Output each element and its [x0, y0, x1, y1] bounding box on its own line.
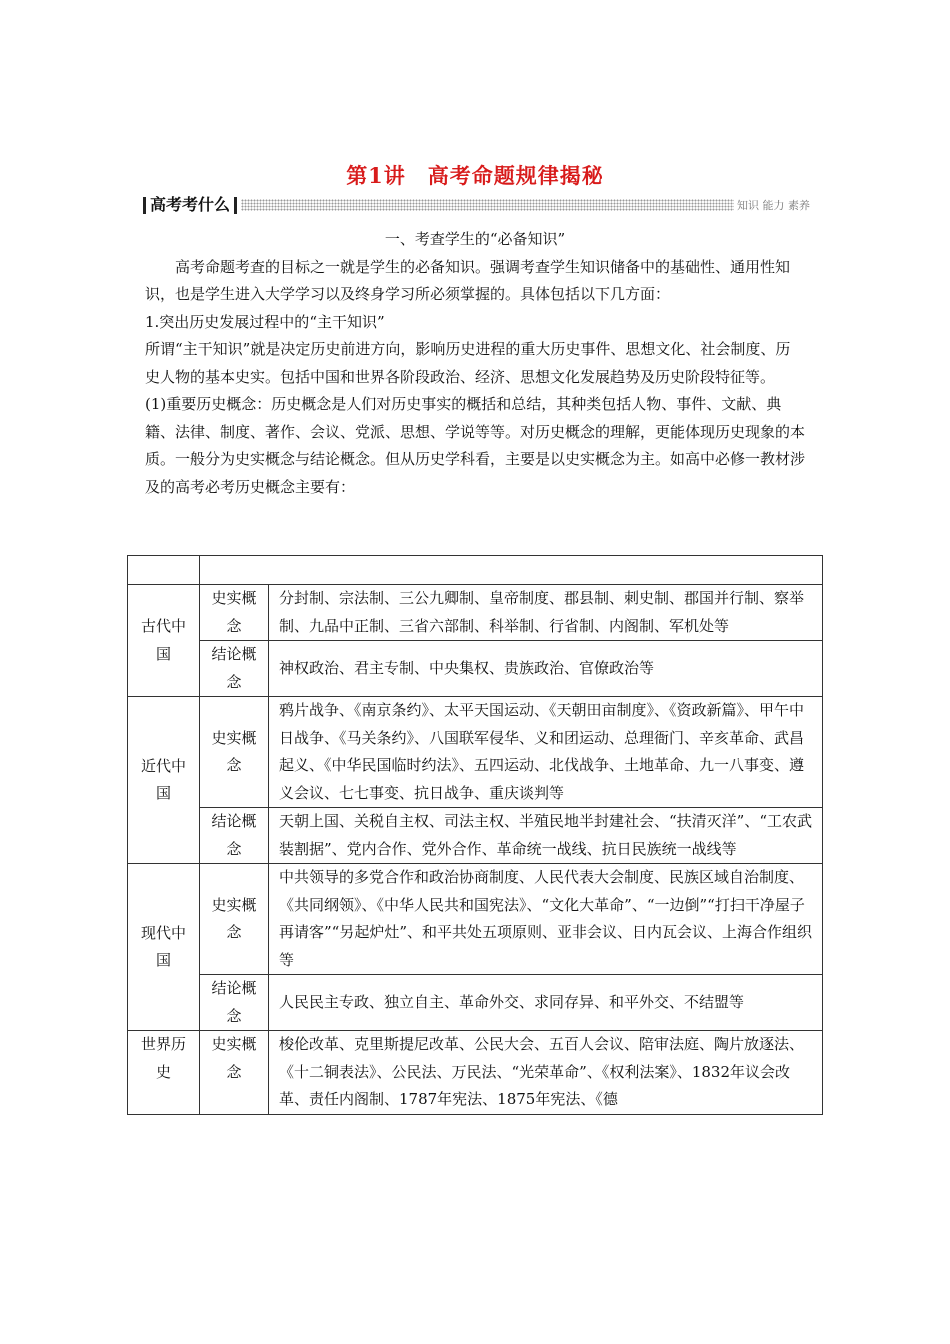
era-cell: 古代中国 [128, 585, 200, 697]
section-heading: 一、考查学生的“必备知识” [384, 230, 566, 248]
banner-bar-right [234, 197, 237, 214]
table-row [128, 585, 823, 641]
banner-dotted-rule [241, 199, 734, 211]
banner-label: 高考考什么 [150, 195, 231, 214]
era-cell: 近代中国 [128, 697, 200, 864]
content-cell: 分封制、宗法制、三公九卿制、皇帝制度、郡县制、刺史制、郡国并行制、察举制、九品中正制、三省六部制、科举制、行省制、内阁制、军机处等 [269, 585, 823, 641]
paragraph-2: 所谓“主干知识”就是决定历史前进方向，影响历史进程的重大历史事件、思想文化、社会制度、历史人物的基本史实。包括中国和世界各阶段政治、经济、思想文化发展趋势及历史阶段特征等。 [145, 340, 791, 386]
intro-text [145, 226, 805, 501]
content-cell: 神权政治、君主专制、中央集权、贵族政治、官僚政治等 [269, 641, 823, 697]
table-row [128, 864, 823, 975]
table-row [128, 1031, 823, 1115]
kind-cell: 结论概念 [200, 641, 269, 697]
kind-cell: 史实概念 [200, 864, 269, 975]
table-row [128, 697, 823, 808]
kind-cell: 史实概念 [200, 1031, 269, 1115]
kind-cell: 史实概念 [200, 585, 269, 641]
kind-cell: 史实概念 [200, 697, 269, 808]
concept-table [127, 555, 823, 1115]
content-cell: 中共领导的多党合作和政治协商制度、人民代表大会制度、民族区域自治制度、《共同纲领》、《中华人民共和国宪法》、“文化大革命”、“一边倒”“打扫干净屋子再请客”“另起炉灶”、和平共处五项原则、亚非会议、日内瓦会议、上海合作组织等 [269, 864, 823, 975]
paragraph-3: (1)重要历史概念：历史概念是人们对历史事实的概括和总结，其种类包括人物、事件、文献、典籍、法律、制度、著作、会议、党派、思想、学说等等。对历史概念的理解，更能体现历史现象的本质。一般分为史实概念与结论概念。但从历史学科看，主要是以史实概念为主。如高中必修一教材涉及的高考必考历史概念主要有： [145, 395, 806, 496]
era-cell: 世界历史 [128, 1031, 200, 1115]
page-title: 第1讲 高考命题规律揭秘 [346, 163, 604, 188]
kind-cell: 结论概念 [200, 975, 269, 1031]
kind-cell: 结论概念 [200, 808, 269, 864]
header-cell-era [128, 556, 200, 585]
era-cell: 现代中国 [128, 864, 200, 1031]
banner-tags: 知识 能力 素养 [734, 197, 813, 213]
content-cell: 天朝上国、关税自主权、司法主权、半殖民地半封建社会、“扶清灭洋”、“工农武装割据”、党内合作、党外合作、革命统一战线、抗日民族统一战线等 [269, 808, 823, 864]
header-cell-content [200, 556, 823, 585]
content-cell: 鸦片战争、《南京条约》、太平天国运动、《天朝田亩制度》、《资政新篇》、甲午中日战争、《马关条约》、八国联军侵华、义和团运动、总理衙门、辛亥革命、武昌起义、《中华民国临时约法》、五四运动、北伐战争、土地革命、九一八事变、遵义会议、七七事变、抗日战争、重庆谈判等 [269, 697, 823, 808]
content-cell: 梭伦改革、克里斯提尼改革、公民大会、五百人会议、陪审法庭、陶片放逐法、《十二铜表法》、公民法、万民法、“光荣革命”、《权利法案》、1832年议会改革、责任内阁制、1787年宪法、1875年宪法、《德 [269, 1031, 823, 1115]
content-cell: 人民民主专政、独立自主、革命外交、求同存异、和平外交、不结盟等 [269, 975, 823, 1031]
section-banner [143, 196, 813, 214]
table-header-row [128, 556, 823, 585]
table-row [128, 975, 823, 1031]
paragraph-1: 高考命题考查的目标之一就是学生的必备知识。强调考查学生知识储备中的基础性、通用性知识，也是学生进入大学学习以及终身学习所必须掌握的。具体包括以下几方面： [145, 257, 791, 303]
table-row [128, 641, 823, 697]
item-1-title: 1.突出历史发展过程中的“主干知识” [145, 312, 385, 331]
table-row [128, 808, 823, 864]
